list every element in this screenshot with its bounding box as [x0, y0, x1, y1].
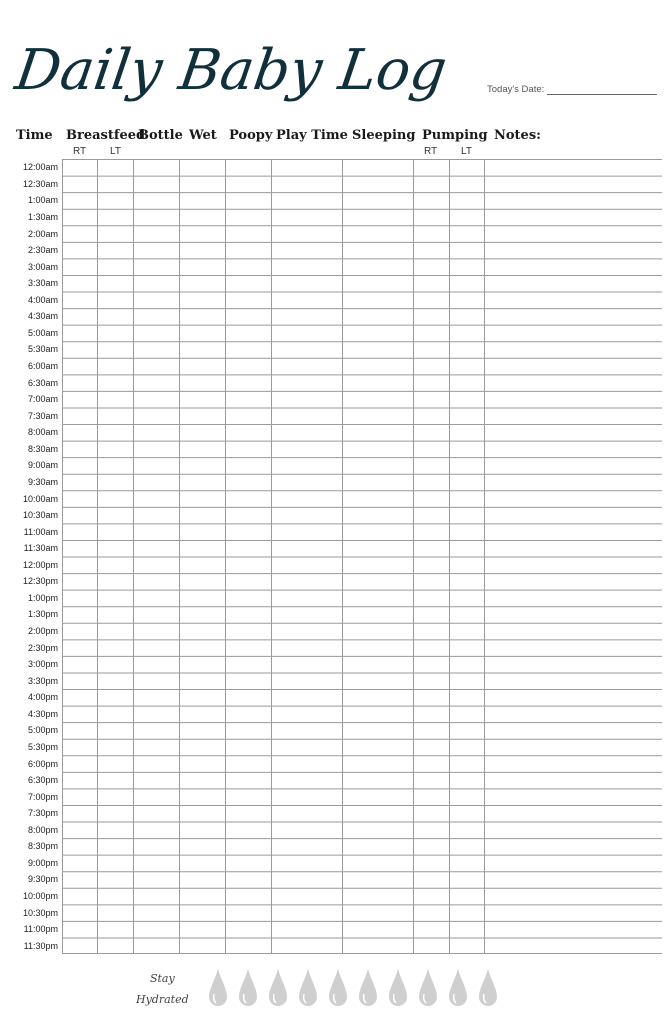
water-drop-icon[interactable] — [388, 966, 408, 1008]
time-slot-label: 1:00pm — [27, 592, 58, 603]
time-slot-label: 9:30am — [27, 476, 58, 487]
breastfeed-lt-label: LT — [110, 146, 121, 157]
water-drop-icon[interactable] — [418, 966, 438, 1008]
todays-date-field[interactable] — [547, 85, 657, 95]
col-header-play-time: Play Time — [276, 128, 348, 143]
time-slot-label: 5:30am — [27, 344, 58, 355]
time-slot-label: 2:30am — [27, 245, 58, 256]
water-drop-icon[interactable] — [328, 966, 348, 1008]
col-header-notes: Notes: — [494, 128, 541, 143]
col-header-poopy: Poopy — [229, 128, 273, 143]
time-slot-label: 4:30am — [27, 311, 58, 322]
time-slot-label: 8:00am — [27, 427, 58, 438]
hydrated-text: Hydrated — [136, 993, 189, 1006]
water-drop-icon[interactable] — [268, 966, 288, 1008]
time-slot-label: 7:30pm — [27, 808, 58, 819]
time-slot-label: 6:30am — [27, 377, 58, 388]
page-title: Daily Baby Log — [11, 38, 451, 103]
time-slot-label: 5:00pm — [27, 725, 58, 736]
time-slot-label: 6:30pm — [27, 775, 58, 786]
time-slot-label: 3:30pm — [27, 675, 58, 686]
time-slot-label: 6:00am — [27, 361, 58, 372]
time-slot-label: 10:30am — [22, 510, 58, 521]
time-slot-label: 10:00pm — [22, 891, 58, 902]
time-slot-label: 9:30pm — [27, 874, 58, 885]
water-drop-shape — [209, 968, 227, 1006]
pumping-rt-label: RT — [424, 146, 438, 157]
time-slot-label: 5:00am — [27, 327, 58, 338]
time-slot-label: 1:30am — [27, 211, 58, 222]
col-header-breastfeed: Breastfeed — [66, 128, 146, 143]
water-drop-shape — [419, 968, 437, 1006]
time-slot-label: 11:30am — [23, 543, 58, 554]
time-slot-label: 10:00am — [22, 493, 58, 504]
time-slot-label: 11:00pm — [23, 924, 58, 935]
time-slot-label: 7:00am — [27, 394, 58, 405]
col-header-sleeping: Sleeping — [352, 128, 416, 143]
time-slot-label: 8:30am — [27, 443, 58, 454]
time-slot-label: 5:30pm — [27, 741, 58, 752]
water-drop-icon[interactable] — [208, 966, 228, 1008]
time-slot-label: 3:00pm — [27, 659, 58, 670]
water-drop-icon[interactable] — [358, 966, 378, 1008]
col-header-time: Time — [16, 128, 53, 143]
todays-date-label: Today's Date: — [487, 84, 545, 95]
stay-hydrated-label — [136, 968, 189, 1010]
todays-date — [487, 84, 657, 95]
time-slot-label: 12:00pm — [22, 559, 58, 570]
time-slot-label: 9:00pm — [27, 857, 58, 868]
col-header-bottle: Bottle — [138, 128, 183, 143]
water-drop-tracker — [208, 966, 498, 1008]
time-slot-label: 1:30pm — [27, 609, 58, 620]
time-slot-label: 4:00pm — [27, 692, 58, 703]
time-slot-label: 3:30am — [27, 278, 58, 289]
water-drop-icon[interactable] — [238, 966, 258, 1008]
pumping-lt-label: LT — [461, 146, 472, 157]
time-slot-label: 2:00pm — [27, 626, 58, 637]
water-drop-icon[interactable] — [298, 966, 318, 1008]
time-slot-label: 11:30pm — [23, 940, 58, 951]
col-header-wet: Wet — [189, 128, 217, 143]
water-drop-shape — [269, 968, 287, 1006]
log-grid-lines — [62, 159, 662, 954]
water-drop-shape — [479, 968, 497, 1006]
time-slot-label: 8:00pm — [27, 824, 58, 835]
log-grid[interactable] — [62, 159, 662, 954]
water-drop-shape — [359, 968, 377, 1006]
time-slot-label: 7:30am — [27, 410, 58, 421]
time-column — [0, 159, 60, 954]
time-slot-label: 11:00am — [23, 526, 58, 537]
time-slot-label: 4:00am — [27, 294, 58, 305]
time-slot-label: 1:00am — [27, 195, 58, 206]
time-slot-label: 4:30pm — [27, 708, 58, 719]
time-slot-label: 7:00pm — [27, 791, 58, 802]
water-drop-icon[interactable] — [448, 966, 468, 1008]
water-drop-icon[interactable] — [478, 966, 498, 1008]
time-slot-label: 10:30pm — [22, 907, 58, 918]
col-header-pumping: Pumping — [422, 128, 488, 143]
time-slot-label: 12:00am — [22, 162, 58, 173]
time-slot-label: 3:00am — [27, 261, 58, 272]
breastfeed-rt-label: RT — [73, 146, 87, 157]
time-slot-label: 6:00pm — [27, 758, 58, 769]
water-drop-shape — [239, 968, 257, 1006]
water-drop-shape — [329, 968, 347, 1006]
time-slot-label: 8:30pm — [27, 841, 58, 852]
time-slot-label: 9:00am — [27, 460, 58, 471]
time-slot-label: 2:30pm — [27, 642, 58, 653]
water-drop-shape — [299, 968, 317, 1006]
water-drop-shape — [389, 968, 407, 1006]
time-slot-label: 12:30pm — [22, 576, 58, 587]
water-drop-shape — [449, 968, 467, 1006]
time-slot-label: 2:00am — [27, 228, 58, 239]
time-slot-label: 12:30am — [22, 178, 58, 189]
stay-text: Stay — [149, 972, 175, 985]
